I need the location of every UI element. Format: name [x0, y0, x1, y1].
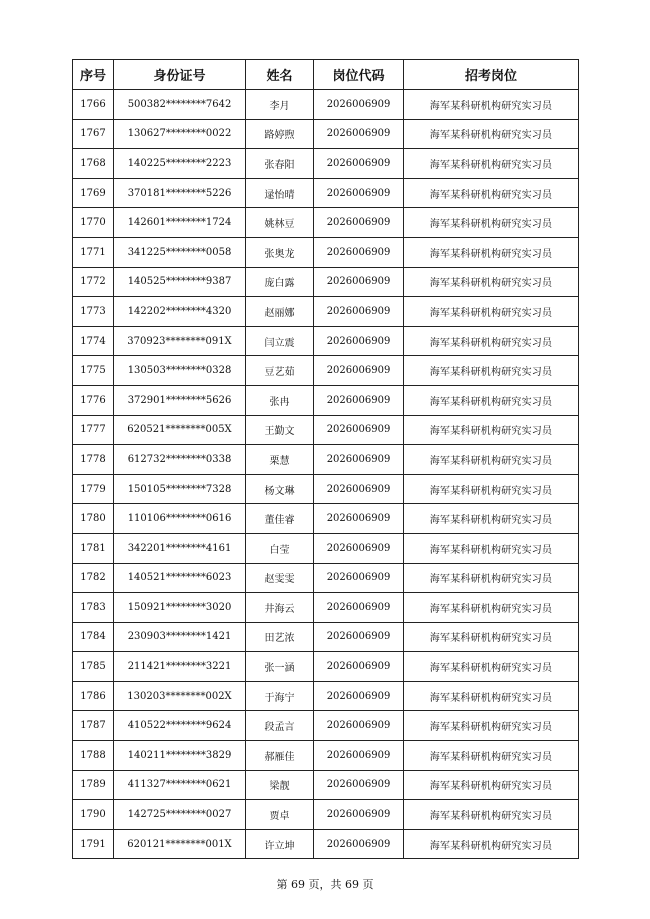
cell-seq: 1773 — [73, 297, 114, 327]
cell-seq: 1772 — [73, 267, 114, 297]
cell-position: 海军某科研机构研究实习员 — [404, 711, 579, 741]
table-row — [73, 533, 579, 563]
cell-seq: 1766 — [73, 90, 114, 120]
cell-position-code: 2026006909 — [314, 593, 404, 623]
cell-seq: 1777 — [73, 415, 114, 445]
cell-position-code: 2026006909 — [314, 474, 404, 504]
cell-name: 庞白露 — [246, 267, 314, 297]
cell-id-number: 110106********0616 — [114, 504, 246, 534]
header-id-number: 身份证号 — [114, 60, 246, 90]
cell-position-code: 2026006909 — [314, 237, 404, 267]
cell-name: 李月 — [246, 90, 314, 120]
table-row — [73, 504, 579, 534]
table-row — [73, 593, 579, 623]
cell-position-code: 2026006909 — [314, 800, 404, 830]
header-position-code: 岗位代码 — [314, 60, 404, 90]
cell-seq: 1788 — [73, 741, 114, 771]
table-row — [73, 445, 579, 475]
table-row — [73, 415, 579, 445]
table-row — [73, 711, 579, 741]
cell-id-number: 411327********0621 — [114, 770, 246, 800]
cell-id-number: 130203********002X — [114, 681, 246, 711]
cell-position: 海军某科研机构研究实习员 — [404, 385, 579, 415]
cell-seq: 1778 — [73, 445, 114, 475]
cell-position-code: 2026006909 — [314, 681, 404, 711]
cell-position-code: 2026006909 — [314, 149, 404, 179]
table-row — [73, 267, 579, 297]
table-row — [73, 326, 579, 356]
table-row — [73, 652, 579, 682]
table-row — [73, 297, 579, 327]
cell-position-code: 2026006909 — [314, 415, 404, 445]
cell-seq: 1782 — [73, 563, 114, 593]
cell-seq: 1784 — [73, 622, 114, 652]
header-row — [73, 60, 579, 90]
cell-position-code: 2026006909 — [314, 652, 404, 682]
cell-seq: 1767 — [73, 119, 114, 149]
table-body — [73, 90, 579, 859]
table-row — [73, 622, 579, 652]
cell-name: 郝雁佳 — [246, 741, 314, 771]
cell-seq: 1780 — [73, 504, 114, 534]
cell-id-number: 620521********005X — [114, 415, 246, 445]
cell-id-number: 142202********4320 — [114, 297, 246, 327]
cell-name: 栗慧 — [246, 445, 314, 475]
cell-position: 海军某科研机构研究实习员 — [404, 356, 579, 386]
cell-name: 张冉 — [246, 385, 314, 415]
cell-position-code: 2026006909 — [314, 326, 404, 356]
header-name: 姓名 — [246, 60, 314, 90]
cell-position-code: 2026006909 — [314, 385, 404, 415]
table-row — [73, 474, 579, 504]
cell-position: 海军某科研机构研究实习员 — [404, 563, 579, 593]
table-row — [73, 385, 579, 415]
cell-id-number: 140225********2223 — [114, 149, 246, 179]
cell-position-code: 2026006909 — [314, 356, 404, 386]
cell-name: 路婷煦 — [246, 119, 314, 149]
table-row — [73, 681, 579, 711]
cell-seq: 1787 — [73, 711, 114, 741]
cell-id-number: 341225********0058 — [114, 237, 246, 267]
cell-position-code: 2026006909 — [314, 119, 404, 149]
cell-position: 海军某科研机构研究实习员 — [404, 237, 579, 267]
cell-name: 闫立震 — [246, 326, 314, 356]
cell-id-number: 211421********3221 — [114, 652, 246, 682]
cell-position: 海军某科研机构研究实习员 — [404, 297, 579, 327]
table-row — [73, 741, 579, 771]
cell-seq: 1769 — [73, 178, 114, 208]
table-header — [73, 60, 579, 90]
cell-position-code: 2026006909 — [314, 829, 404, 859]
cell-id-number: 142601********1724 — [114, 208, 246, 238]
cell-position: 海军某科研机构研究实习员 — [404, 415, 579, 445]
header-seq: 序号 — [73, 60, 114, 90]
cell-position-code: 2026006909 — [314, 711, 404, 741]
cell-position: 海军某科研机构研究实习员 — [404, 149, 579, 179]
cell-id-number: 372901********5626 — [114, 385, 246, 415]
cell-position: 海军某科研机构研究实习员 — [404, 741, 579, 771]
cell-id-number: 150921********3020 — [114, 593, 246, 623]
cell-name: 白莹 — [246, 533, 314, 563]
cell-id-number: 500382********7642 — [114, 90, 246, 120]
table-row — [73, 356, 579, 386]
cell-seq: 1775 — [73, 356, 114, 386]
cell-name: 段孟言 — [246, 711, 314, 741]
cell-position: 海军某科研机构研究实习员 — [404, 208, 579, 238]
cell-position: 海军某科研机构研究实习员 — [404, 622, 579, 652]
cell-name: 逯怡晴 — [246, 178, 314, 208]
header-position: 招考岗位 — [404, 60, 579, 90]
cell-seq: 1790 — [73, 800, 114, 830]
cell-position-code: 2026006909 — [314, 90, 404, 120]
cell-seq: 1789 — [73, 770, 114, 800]
cell-position: 海军某科研机构研究实习员 — [404, 326, 579, 356]
cell-id-number: 130627********0022 — [114, 119, 246, 149]
cell-position: 海军某科研机构研究实习员 — [404, 119, 579, 149]
cell-id-number: 370923********091X — [114, 326, 246, 356]
cell-seq: 1774 — [73, 326, 114, 356]
cell-position: 海军某科研机构研究实习员 — [404, 800, 579, 830]
cell-id-number: 230903********1421 — [114, 622, 246, 652]
cell-name: 田艺浓 — [246, 622, 314, 652]
cell-name: 贾卓 — [246, 800, 314, 830]
cell-name: 于海宁 — [246, 681, 314, 711]
cell-position-code: 2026006909 — [314, 297, 404, 327]
cell-name: 许立坤 — [246, 829, 314, 859]
cell-position-code: 2026006909 — [314, 267, 404, 297]
cell-position: 海军某科研机构研究实习员 — [404, 681, 579, 711]
table-row — [73, 563, 579, 593]
cell-seq: 1770 — [73, 208, 114, 238]
cell-seq: 1776 — [73, 385, 114, 415]
cell-position-code: 2026006909 — [314, 770, 404, 800]
cell-id-number: 142725********0027 — [114, 800, 246, 830]
cell-seq: 1779 — [73, 474, 114, 504]
cell-position-code: 2026006909 — [314, 445, 404, 475]
cell-id-number: 150105********7328 — [114, 474, 246, 504]
cell-name: 豆艺茹 — [246, 356, 314, 386]
cell-id-number: 410522********9624 — [114, 711, 246, 741]
cell-seq: 1786 — [73, 681, 114, 711]
cell-name: 杨文琳 — [246, 474, 314, 504]
cell-position-code: 2026006909 — [314, 741, 404, 771]
cell-position-code: 2026006909 — [314, 178, 404, 208]
table-row — [73, 770, 579, 800]
cell-name: 董佳睿 — [246, 504, 314, 534]
cell-id-number: 342201********4161 — [114, 533, 246, 563]
cell-position: 海军某科研机构研究实习员 — [404, 267, 579, 297]
table-row — [73, 208, 579, 238]
cell-name: 赵丽娜 — [246, 297, 314, 327]
cell-id-number: 130503********0328 — [114, 356, 246, 386]
cell-name: 梁靓 — [246, 770, 314, 800]
cell-seq: 1783 — [73, 593, 114, 623]
cell-position: 海军某科研机构研究实习员 — [404, 178, 579, 208]
cell-position: 海军某科研机构研究实习员 — [404, 474, 579, 504]
cell-seq: 1785 — [73, 652, 114, 682]
cell-id-number: 140521********6023 — [114, 563, 246, 593]
cell-id-number: 370181********5226 — [114, 178, 246, 208]
cell-id-number: 612732********0338 — [114, 445, 246, 475]
cell-position-code: 2026006909 — [314, 208, 404, 238]
cell-position-code: 2026006909 — [314, 504, 404, 534]
cell-position: 海军某科研机构研究实习员 — [404, 829, 579, 859]
cell-position: 海军某科研机构研究实习员 — [404, 770, 579, 800]
table-row — [73, 119, 579, 149]
table-row — [73, 149, 579, 179]
cell-position: 海军某科研机构研究实习员 — [404, 652, 579, 682]
cell-position-code: 2026006909 — [314, 622, 404, 652]
cell-name: 王勤文 — [246, 415, 314, 445]
cell-id-number: 620121********001X — [114, 829, 246, 859]
cell-seq: 1791 — [73, 829, 114, 859]
cell-id-number: 140211********3829 — [114, 741, 246, 771]
table-row — [73, 90, 579, 120]
page-footer — [0, 876, 650, 892]
table-row — [73, 237, 579, 267]
table-row — [73, 829, 579, 859]
cell-position: 海军某科研机构研究实习员 — [404, 90, 579, 120]
cell-position: 海军某科研机构研究实习员 — [404, 533, 579, 563]
cell-id-number: 140525********9387 — [114, 267, 246, 297]
cell-name: 赵雯雯 — [246, 563, 314, 593]
cell-position-code: 2026006909 — [314, 533, 404, 563]
cell-position: 海军某科研机构研究实习员 — [404, 504, 579, 534]
cell-name: 张春阳 — [246, 149, 314, 179]
cell-position: 海军某科研机构研究实习员 — [404, 593, 579, 623]
cell-position-code: 2026006909 — [314, 563, 404, 593]
cell-name: 张奥龙 — [246, 237, 314, 267]
cell-name: 张一涵 — [246, 652, 314, 682]
table-row — [73, 800, 579, 830]
candidate-table — [72, 59, 579, 859]
page-number: 第 69 页，共 69 页 — [276, 878, 374, 891]
cell-position: 海军某科研机构研究实习员 — [404, 445, 579, 475]
cell-seq: 1768 — [73, 149, 114, 179]
cell-name: 姚林豆 — [246, 208, 314, 238]
table-row — [73, 178, 579, 208]
cell-name: 井海云 — [246, 593, 314, 623]
cell-seq: 1771 — [73, 237, 114, 267]
cell-seq: 1781 — [73, 533, 114, 563]
